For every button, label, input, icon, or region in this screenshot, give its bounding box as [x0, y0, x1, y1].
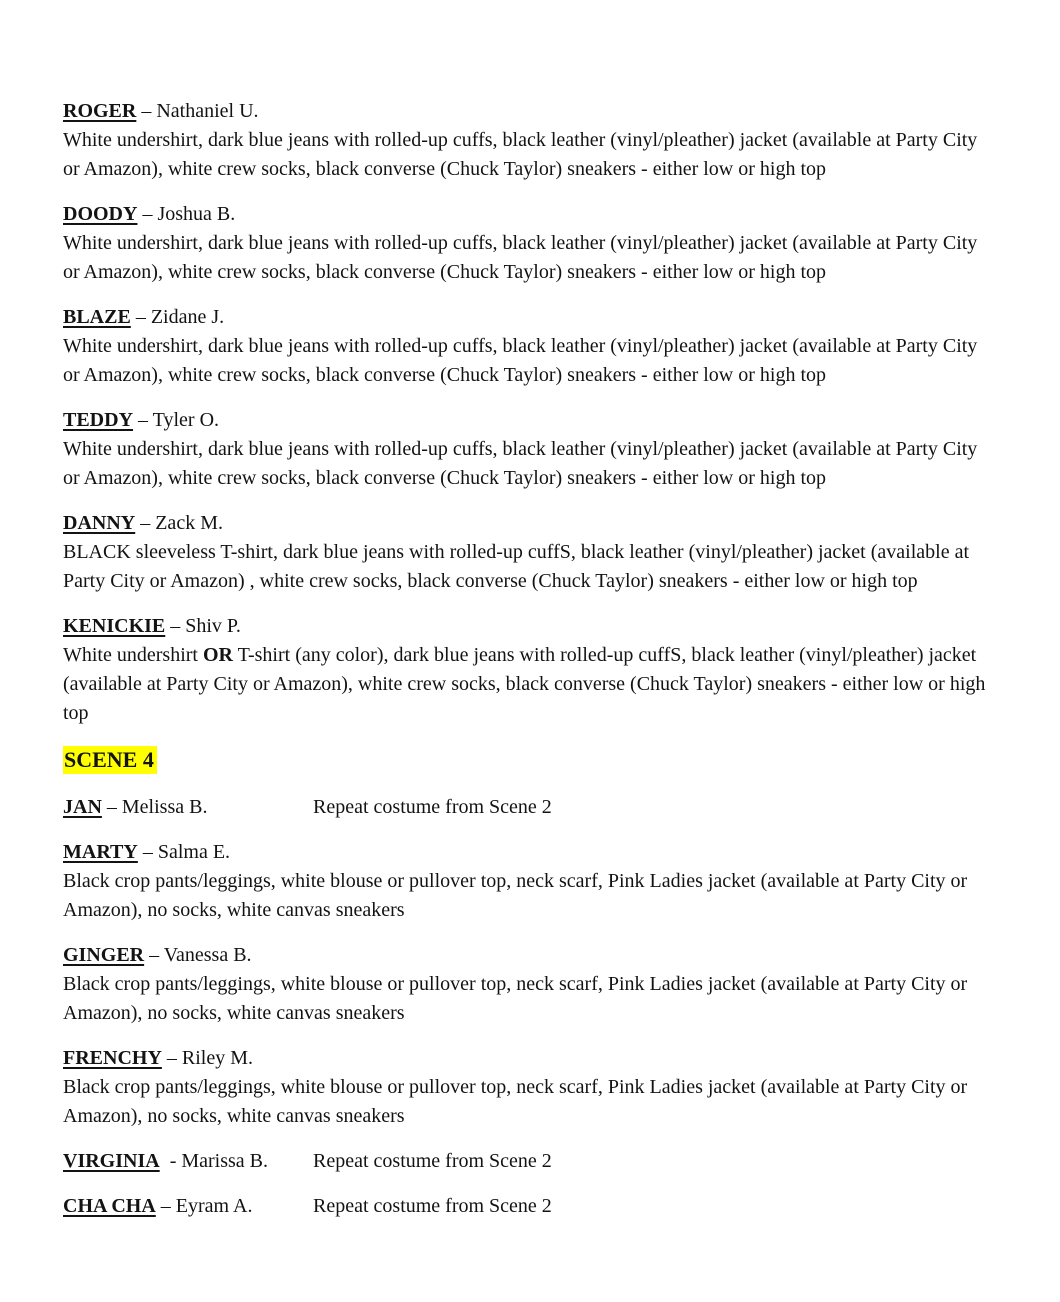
actor-name: Tyler O. — [152, 409, 220, 431]
character-section — [63, 1044, 987, 1131]
costume-description — [63, 435, 987, 493]
character-section — [63, 406, 987, 493]
character-heading — [63, 1147, 313, 1176]
costume-description — [63, 332, 987, 390]
character-heading — [63, 406, 987, 435]
costume-description — [63, 126, 987, 184]
scene-heading-text: SCENE 4 — [63, 746, 157, 774]
description-segment: T-shirt (any color), dark blue jeans with rolled-up cuffS, black leather (vinyl/pleather) jacket (available at Party City or Amazon), white crew socks, black converse (Chuck Taylor) sneakers - either low or high top — [63, 644, 986, 724]
actor-name: Vanessa B. — [163, 944, 252, 966]
character-name: JAN — [63, 796, 102, 818]
character-heading — [63, 793, 313, 822]
description-segment: White undershirt, dark blue jeans with rolled-up cuffs, black leather (vinyl/pleather) jacket (available at Party City or Amazon), white crew socks, black converse (Chuck Taylor) sneakers - either low or high top — [63, 232, 978, 283]
repeat-costume-row — [63, 1192, 987, 1221]
repeat-costume-note: Repeat costume from Scene 2 — [313, 1195, 552, 1217]
character-heading — [63, 1192, 313, 1221]
name-actor-separator: – — [165, 615, 186, 637]
actor-name: Eyram A. — [175, 1195, 253, 1217]
character-name: MARTY — [63, 841, 138, 863]
actor-name: Salma E. — [157, 841, 231, 863]
costume-description — [63, 867, 987, 925]
costume-description — [63, 229, 987, 287]
costume-list-document — [63, 97, 987, 1237]
character-heading — [63, 509, 987, 538]
description-segment: White undershirt, dark blue jeans with rolled-up cuffs, black leather (vinyl/pleather) jacket (available at Party City or Amazon), white crew socks, black converse (Chuck Taylor) sneakers - either low or high top — [63, 335, 978, 386]
description-segment: BLACK sleeveless T-shirt, dark blue jeans with rolled-up cuffS, black leather (vinyl/pleather) jacket (available at Party City or Amazon) , white crew socks, black converse (Chuck Taylor) sneakers - either low or high top — [63, 541, 970, 592]
name-actor-separator: – — [133, 409, 153, 431]
description-segment: Black crop pants/leggings, white blouse or pullover top, neck scarf, Pink Ladies jacket (available at Party City or Amazon), no socks, white canvas sneakers — [63, 870, 968, 921]
actor-name: Joshua B. — [157, 203, 236, 225]
name-actor-separator: - — [159, 1150, 182, 1172]
character-name: BLAZE — [63, 306, 131, 328]
character-heading — [63, 838, 987, 867]
name-actor-separator: – — [155, 1195, 176, 1217]
character-name: KENICKIE — [63, 615, 166, 637]
scene-heading — [63, 744, 987, 775]
costume-description — [63, 970, 987, 1028]
character-section — [63, 509, 987, 596]
character-heading — [63, 200, 987, 229]
description-segment: White undershirt, dark blue jeans with rolled-up cuffs, black leather (vinyl/pleather) jacket (available at Party City or Amazon), white crew socks, black converse (Chuck Taylor) sneakers - either low or high top — [63, 438, 978, 489]
actor-name: Zidane J. — [150, 306, 225, 328]
character-name: DOODY — [63, 203, 138, 225]
character-heading — [63, 612, 987, 641]
name-actor-separator: – — [130, 306, 151, 328]
character-name: TEDDY — [63, 409, 134, 431]
name-actor-separator: – — [135, 512, 156, 534]
actor-name: Riley M. — [181, 1047, 254, 1069]
actor-name: Shiv P. — [185, 615, 241, 637]
costume-description — [63, 1073, 987, 1131]
character-name: CHA CHA — [63, 1195, 156, 1217]
actor-name: Nathaniel U. — [156, 100, 259, 122]
character-name: DANNY — [63, 512, 136, 534]
costume-description — [63, 641, 987, 728]
description-segment: OR — [202, 644, 233, 666]
character-section — [63, 838, 987, 925]
description-segment: White undershirt — [63, 644, 203, 666]
description-segment: White undershirt, dark blue jeans with rolled-up cuffs, black leather (vinyl/pleather) jacket (available at Party City or Amazon), white crew socks, black converse (Chuck Taylor) sneakers - either low or high top — [63, 129, 978, 180]
name-actor-separator: – — [101, 796, 122, 818]
repeat-costume-row — [63, 793, 987, 822]
description-segment: Black crop pants/leggings, white blouse or pullover top, neck scarf, Pink Ladies jacket (available at Party City or Amazon), no socks, white canvas sneakers — [63, 1076, 968, 1127]
name-actor-separator: – — [144, 944, 164, 966]
costume-description — [63, 538, 987, 596]
character-section — [63, 303, 987, 390]
character-name: GINGER — [63, 944, 145, 966]
actor-name: Marissa B. — [181, 1150, 269, 1172]
character-section — [63, 941, 987, 1028]
actor-name: Zack M. — [155, 512, 223, 534]
name-actor-separator: – — [136, 100, 157, 122]
character-heading — [63, 1044, 987, 1073]
name-actor-separator: – — [161, 1047, 182, 1069]
repeat-costume-note: Repeat costume from Scene 2 — [313, 1150, 552, 1172]
character-heading — [63, 941, 987, 970]
description-segment: Black crop pants/leggings, white blouse or pullover top, neck scarf, Pink Ladies jacket (available at Party City or Amazon), no socks, white canvas sneakers — [63, 973, 968, 1024]
character-name: VIRGINIA — [63, 1150, 160, 1172]
character-name: FRENCHY — [63, 1047, 162, 1069]
character-heading — [63, 97, 987, 126]
name-actor-separator: – — [137, 841, 158, 863]
actor-name: Melissa B. — [121, 796, 208, 818]
character-name: ROGER — [63, 100, 137, 122]
character-section — [63, 97, 987, 184]
character-heading — [63, 303, 987, 332]
name-actor-separator: – — [137, 203, 158, 225]
repeat-costume-row — [63, 1147, 987, 1176]
character-section — [63, 612, 987, 728]
character-section — [63, 200, 987, 287]
repeat-costume-note: Repeat costume from Scene 2 — [313, 796, 552, 818]
